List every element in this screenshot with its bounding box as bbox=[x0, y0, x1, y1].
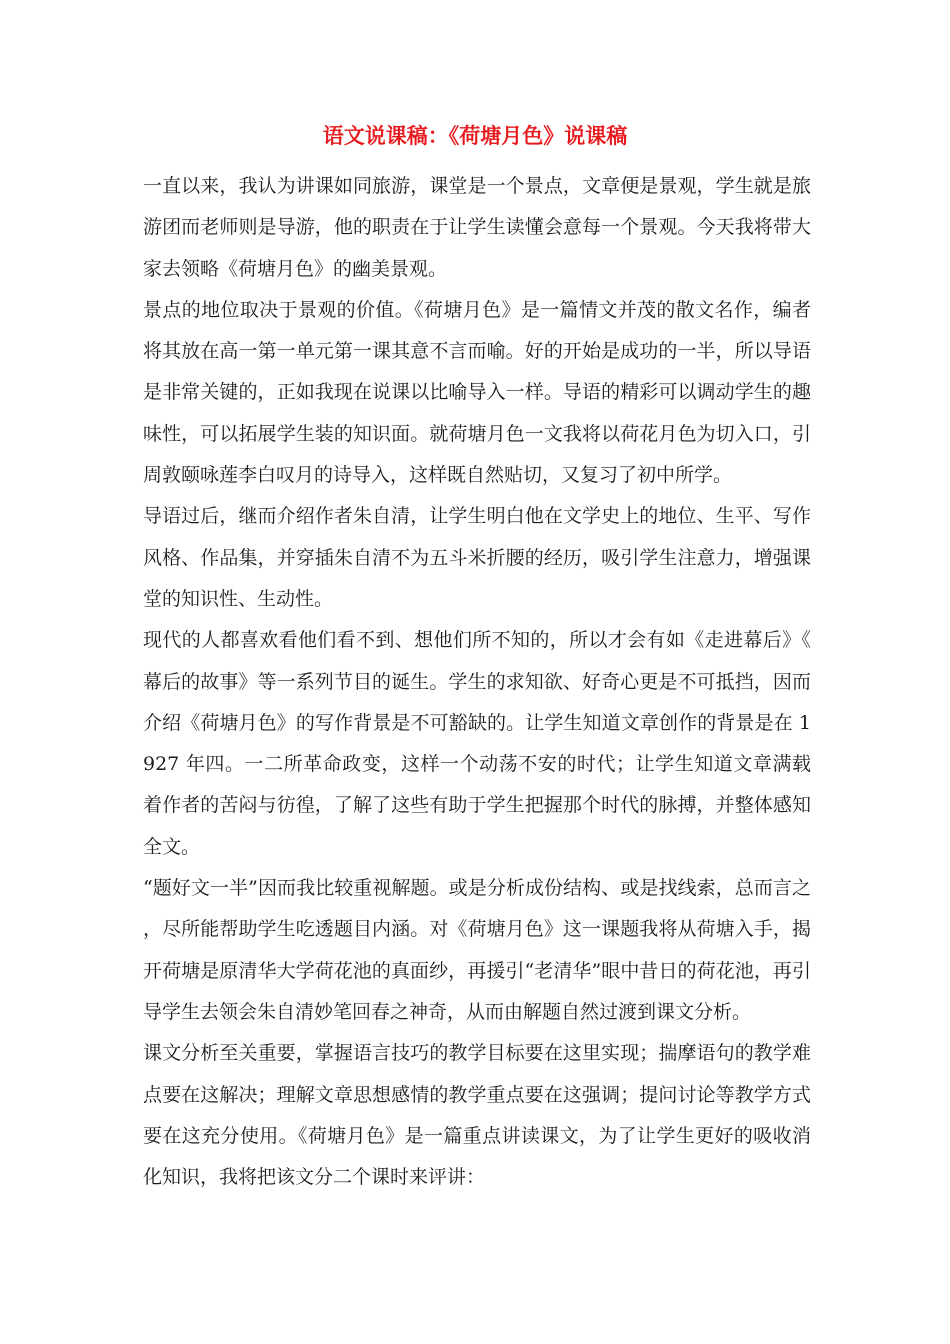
paragraph-intro: 一直以来，我认为讲课如同旅游，课堂是一个景点，文章便是景观，学生就是旅游团而老师则是导游，他的职责在于让学生读懂会意每一个景观。今天我将带大家去领略《荷塘月色》的幽美景观。 bbox=[143, 175, 811, 280]
document-body bbox=[143, 166, 811, 1198]
paragraph-text-analysis: 课文分析至关重要，掌握语言技巧的教学目标要在这里实现；揣摩语句的教学难点要在这解决；理解文章思想感情的教学重点要在这强调；提问讨论等教学方式要在这充分使用。《荷塘月色》是一篇重点讲读课文，为了让学生更好的吸收消化知识，我将把该文分二个课时来评讲： bbox=[143, 1042, 811, 1189]
paragraph-title-analysis: “题好文一半”因而我比较重视解题。或是分析成份结构、或是找线索，总而言之，尽所能帮助学生吃透题目内涵。对《荷塘月色》这一课题我将从荷塘入手，揭开荷塘是原清华大学荷花池的真面纱，再援引“老清华”眼中昔日的荷花池，再引导学生去领会朱自清妙笔回春之神奇，从而由解题自然过渡到课文分析。 bbox=[143, 877, 811, 1023]
paragraph-background: 现代的人都喜欢看他们看不到、想他们所不知的，所以才会有如《走进幕后》《幕后的故事》等一系列节目的诞生。学生的求知欲、好奇心更是不可抵挡，因而介绍《荷塘月色》的写作背景是不可豁缺的。让学生知道文章创作的背景是在 1927 年四。一二所革命政变，这样一个动荡不安的时代；让学生知道文章满载着作者的苦闷与彷徨，了解了这些有助于学生把握那个时代的脉搏，并整体感知全文。 bbox=[143, 629, 811, 858]
document-title: 语文说课稿：《荷塘月色》说课稿 bbox=[322, 123, 628, 148]
paragraph-author: 导语过后，继而介绍作者朱自清，让学生明白他在文学史上的地位、生平、写作风格、作品集，并穿插朱自清不为五斗米折腰的经历，吸引学生注意力，增强课堂的知识性、生动性。 bbox=[143, 505, 811, 610]
paragraph-lead-in: 景点的地位取决于景观的价值。《荷塘月色》是一篇情文并茂的散文名作，编者将其放在高一第一单元第一课其意不言而喻。好的开始是成功的一半，所以导语是非常关键的，正如我现在说课以比喻导入一样。导语的精彩可以调动学生的趣味性，可以拓展学生装的知识面。就荷塘月色一文我将以荷花月色为切入口，引周敦颐咏莲李白叹月的诗导入，这样既自然贴切，又复习了初中所学。 bbox=[143, 298, 811, 487]
